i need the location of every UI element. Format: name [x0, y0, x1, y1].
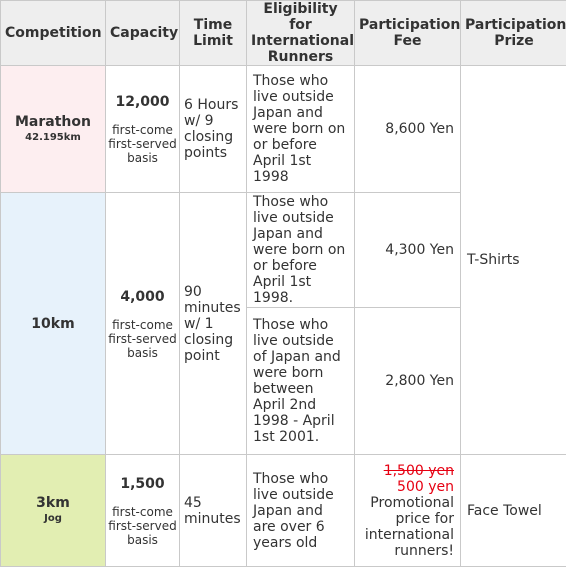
table-row-marathon: [1, 66, 566, 193]
competition-cell-10km: [1, 193, 106, 455]
header-competition: Competition: [1, 1, 106, 66]
capacity-note: first-come first-served basis: [108, 123, 177, 165]
prize-cell-3km: Face Towel: [461, 455, 566, 567]
fee-cell-10km-b: 2,800 Yen: [355, 308, 461, 455]
fee-promo-note: Promotional price for international runners!: [365, 495, 454, 559]
eligibility-cell-marathon: Those who live outside Japan and were born on or before April 1st 1998: [247, 66, 355, 193]
table-row-3km: [1, 455, 566, 567]
capacity-cell-marathon: [106, 66, 180, 193]
capacity-number: 4,000: [108, 288, 177, 306]
capacity-cell-3km: [106, 455, 180, 567]
prize-cell-shared: T-Shirts: [461, 66, 566, 455]
fee-original-price: 1,500 yen: [359, 463, 454, 479]
capacity-note: first-come first-served basis: [108, 505, 177, 547]
fee-cell-3km: [355, 455, 461, 567]
time-limit-cell-10km: 90 minutes w/ 1 closing point: [180, 193, 247, 455]
fee-cell-marathon: 8,600 Yen: [355, 66, 461, 193]
competition-name: Marathon: [15, 114, 91, 130]
header-prize: Participation Prize: [461, 1, 566, 66]
header-fee: Participation Fee: [355, 1, 461, 66]
time-limit-cell-3km: 45 minutes: [180, 455, 247, 567]
capacity-cell-10km: [106, 193, 180, 455]
competition-cell-marathon: [1, 66, 106, 193]
capacity-note: first-come first-served basis: [108, 318, 177, 360]
competition-cell-3km: [1, 455, 106, 567]
fee-cell-10km-a: 4,300 Yen: [355, 193, 461, 308]
competition-distance: 42.195km: [2, 131, 104, 145]
header-time-limit: Time Limit: [180, 1, 247, 66]
eligibility-cell-10km-a: Those who live outside Japan and were born on or before April 1st 1998.: [247, 193, 355, 308]
fee-promo-price: 500 yen: [359, 479, 454, 495]
header-eligibility: Eligibility for International Runners: [247, 1, 355, 66]
capacity-number: 12,000: [108, 93, 177, 111]
competition-sub: Jog: [2, 512, 104, 526]
competition-name: 10km: [31, 316, 74, 332]
header-capacity: Capacity: [106, 1, 180, 66]
competition-name: 3km: [36, 495, 70, 511]
header-row: [1, 1, 566, 66]
capacity-number: 1,500: [108, 475, 177, 493]
eligibility-cell-10km-b: Those who live outside of Japan and were born between April 2nd 1998 - April 1st 2001.: [247, 308, 355, 455]
time-limit-cell-marathon: 6 Hours w/ 9 closing points: [180, 66, 247, 193]
eligibility-cell-3km: Those who live outside Japan and are over 6 years old: [247, 455, 355, 567]
